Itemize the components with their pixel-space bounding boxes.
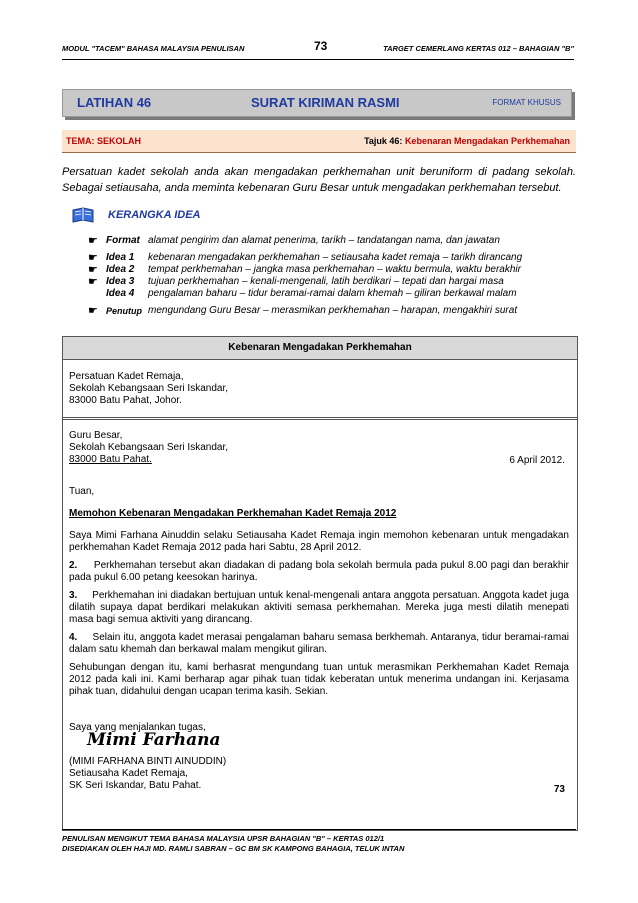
paragraph-number: 4.: [69, 632, 78, 643]
signer-name: (MIMI FARHANA BINTI AINUDDIN): [69, 756, 227, 767]
footer-line-1: PENULISAN MENGIKUT TEMA BAHASA MALAYSIA UPSR BAHAGIAN "B" – KERTAS 012/1: [62, 834, 385, 843]
letter-date: 6 April 2012.: [509, 455, 565, 466]
signer-position: Setiausaha Kadet Remaja,: [69, 768, 188, 779]
paragraph-number: 2.: [69, 560, 78, 571]
header-target-title: TARGET CEMERLANG KERTAS 012 – BAHAGIAN "B": [383, 44, 574, 53]
letter-page-number: 73: [553, 784, 565, 795]
topic: [364, 136, 570, 146]
outline-text: alamat pengirim dan alamat penerima, tarikh – tandatangan nama, dan jawatan: [148, 235, 500, 246]
outline-text: mengundang Guru Besar – merasmikan perkhemahan – harapan, mengakhiri surat: [148, 305, 518, 316]
pointing-hand-icon: ☛: [88, 276, 98, 288]
outline-text: pengalaman baharu – tidur beramai-ramai dalam khemah – giliran berkawal malam: [148, 288, 517, 299]
format-label: FORMAT KHUSUS: [492, 98, 561, 107]
outline-row: [88, 235, 578, 248]
pointing-hand-icon: ☛: [88, 252, 98, 264]
paragraph-number: 3.: [69, 590, 78, 601]
signer-block: [69, 756, 569, 792]
pointing-hand-icon: ☛: [88, 235, 98, 247]
exercise-number: LATIHAN 46: [77, 95, 152, 110]
outline-label: Format: [106, 235, 140, 246]
exercise-title: SURAT KIRIMAN RASMI: [251, 95, 400, 110]
recipient-line: 83000 Batu Pahat.: [69, 454, 152, 465]
sample-letter: [62, 336, 578, 831]
question-prompt: Persatuan kadet sekolah anda akan mengadakan perkhemahan unit beruniform di padang sekolah. Sebagai setiausaha, anda meminta kebenaran Guru Besar untuk mengadakan perkhemahan tersebut.: [62, 166, 576, 194]
paragraph-1: Saya Mimi Farhana Ainuddin selaku Setiausaha Kadet Remaja ingin memohon kebenaran untuk mengadakan perkhemahan Kadet Remaja 2012 pada hari Sabtu, 28 April 2012.: [69, 530, 569, 553]
footer-line-2: DISEDIAKAN OLEH HAJI MD. RAMLI SABRAN – GC BM SK KAMPONG BAHAGIA, TELUK INTAN: [62, 844, 405, 853]
outline-row: [88, 305, 578, 318]
letter-subject: Memohon Kebenaran Mengadakan Perkhemahan Kadet Remaja 2012: [69, 508, 397, 519]
closing: Saya yang menjalankan tugas,: [69, 722, 206, 733]
paragraph-text: Selain itu, anggota kadet merasai pengalaman baharu semasa berkhemah. Antaranya, tidur beramai-ramai dalam satu khemah dan berkawal malam mengikut giliran.: [69, 632, 569, 655]
paragraph-4: [69, 632, 569, 656]
outline-title: KERANGKA IDEA: [108, 209, 201, 221]
topic-key: Tajuk 46:: [364, 136, 403, 146]
paragraph-2: [69, 560, 569, 584]
exercise-title-bar: [62, 89, 572, 117]
outline-label: Idea 3: [106, 276, 135, 287]
paragraph-text: Perkhemahan tersebut akan diadakan di padang bola sekolah bermula pada pukul 8.00 pagi dan berakhir pada pukul 6.00 petang keesokan harinya.: [69, 560, 569, 583]
sender-line: 83000 Batu Pahat, Johor.: [69, 395, 182, 406]
sender-line: Persatuan Kadet Remaja,: [69, 371, 184, 382]
paragraph-3: [69, 590, 569, 626]
signer-school: SK Seri Iskandar, Batu Pahat.: [69, 780, 202, 791]
header-module-title: MODUL "TACEM" BAHASA MALAYSIA PENULISAN: [62, 44, 245, 53]
outline-label: Penutup: [106, 306, 142, 316]
paragraph-5: Sehubungan dengan itu, kami berhasrat mengundang tuan untuk merasmikan Perkhemahan Kadet Remaja 2012 pada kali ini. Kami berharap agar pihak tuan tidak keberatan untuk menerima undangan ini. Kerjasama pihak tuan, didahului dengan ucapan terima kasih. Sekian.: [69, 662, 569, 697]
paragraph-text: Perkhemahan ini diadakan bertujuan untuk kenal-mengenali antara anggota persatuan. Anggota kadet juga dilatih supaya dapat berdikari melakukan aktiviti semasa perkhemahan. Mereka juga mesti dilatih menepati masa bagi semua aktiviti yang dirancang.: [69, 590, 569, 625]
letter-title: Kebenaran Mengadakan Perkhemahan: [63, 337, 577, 360]
outline-label: Idea 4: [106, 288, 135, 299]
topic-value: Kebenaran Mengadakan Perkhemahan: [404, 136, 570, 146]
sender-line: Sekolah Kebangsaan Seri Iskandar,: [69, 383, 228, 394]
outline-label: Idea 2: [106, 264, 135, 275]
sender-address: [69, 371, 569, 407]
pointing-hand-icon: ☛: [88, 264, 98, 276]
theme-bar: [62, 130, 576, 153]
recipient-address: [69, 430, 569, 466]
theme-label: TEMA: SEKOLAH: [66, 136, 141, 146]
recipient-line: Sekolah Kebangsaan Seri Iskandar,: [69, 442, 228, 453]
outline-text: tujuan perkhemahan – kenali-mengenali, latih berdikari – tepati dan hargai masa: [148, 276, 504, 287]
page-header: [62, 41, 574, 60]
pointing-hand-icon: ☛: [88, 305, 98, 317]
outline-row: [88, 288, 578, 301]
book-icon: [72, 206, 94, 224]
outline-text: tempat perkhemahan – jangka masa perkhemahan – waktu bermula, waktu berakhir: [148, 264, 521, 275]
divider: [63, 417, 577, 420]
outline-text: kebenaran mengadakan perkhemahan – setiausaha kadet remaja – tarikh dirancang: [148, 252, 523, 263]
header-page-number: 73: [314, 39, 328, 53]
signature: Mimi Farhana: [87, 730, 221, 750]
page-footer: [62, 829, 576, 854]
recipient-line: Guru Besar,: [69, 430, 123, 441]
outline-label: Idea 1: [106, 252, 135, 263]
salutation: Tuan,: [69, 486, 95, 497]
